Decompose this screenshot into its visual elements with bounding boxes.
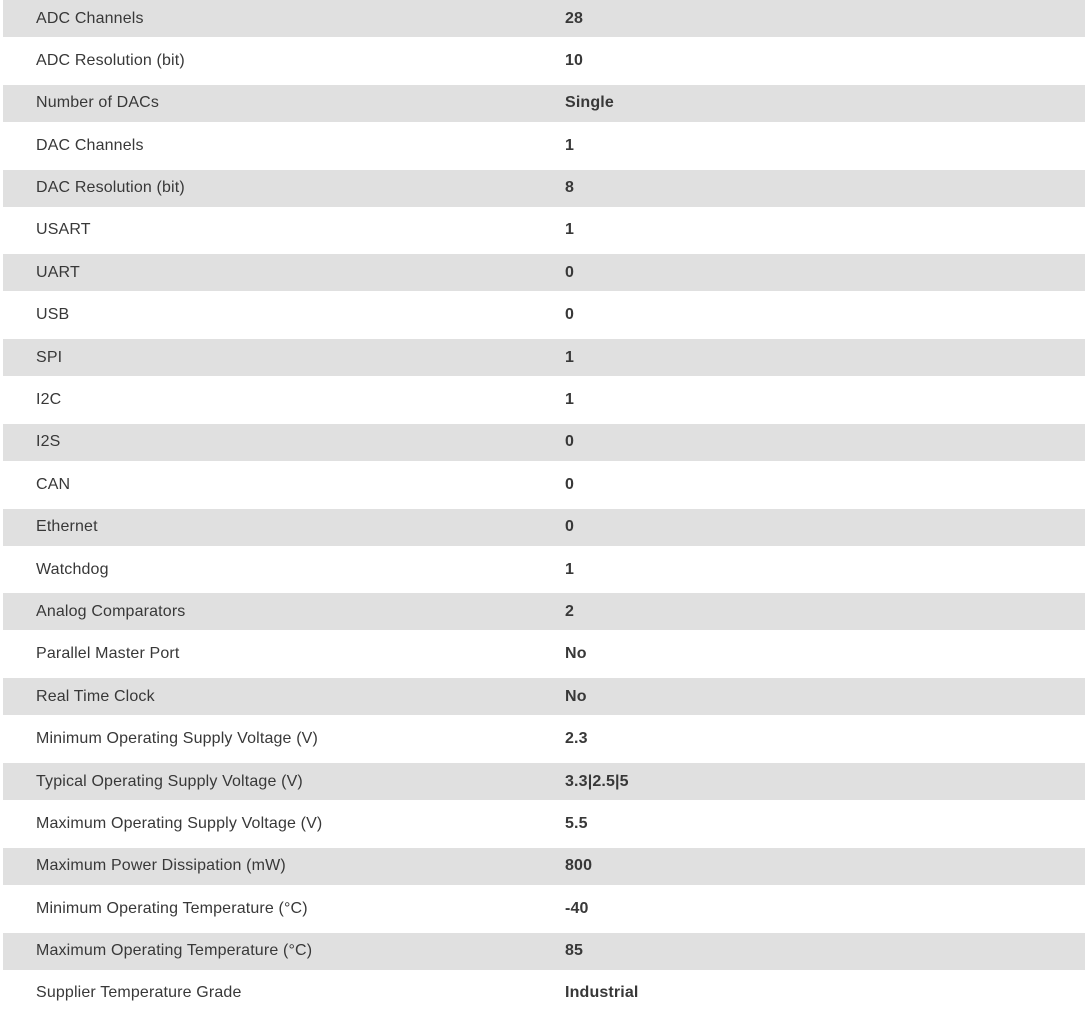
spec-value: 0 — [565, 475, 575, 493]
spec-label: CAN — [36, 475, 71, 493]
spec-value: 2.3 — [565, 730, 588, 748]
spec-label: Maximum Operating Supply Voltage (V) — [36, 814, 323, 832]
spec-label: DAC Resolution (bit) — [36, 179, 185, 197]
spec-label: I2C — [36, 391, 62, 409]
spec-row — [3, 85, 1085, 122]
spec-row — [3, 297, 1085, 334]
spec-row — [3, 805, 1085, 842]
spec-row — [3, 890, 1085, 927]
spec-row — [3, 593, 1085, 630]
spec-row — [3, 763, 1085, 800]
spec-label: Watchdog — [36, 560, 109, 578]
spec-value: 1 — [565, 560, 575, 578]
spec-label: Number of DACs — [36, 94, 160, 112]
spec-value: Industrial — [565, 984, 639, 1002]
spec-value: 3.3|2.5|5 — [565, 772, 629, 790]
spec-row — [3, 975, 1085, 1012]
spec-value: 0 — [565, 263, 575, 281]
spec-value: No — [565, 645, 587, 663]
spec-row — [3, 42, 1085, 79]
spec-row — [3, 0, 1085, 37]
spec-label: ADC Resolution (bit) — [36, 51, 185, 69]
spec-value: 0 — [565, 306, 575, 324]
spec-label: ADC Channels — [36, 9, 144, 27]
spec-label: UART — [36, 263, 80, 281]
spec-value: 85 — [565, 942, 584, 960]
spec-row — [3, 466, 1085, 503]
spec-row — [3, 170, 1085, 207]
spec-value: 800 — [565, 857, 593, 875]
spec-label: Typical Operating Supply Voltage (V) — [36, 772, 303, 790]
spec-value: Single — [565, 94, 614, 112]
spec-row — [3, 933, 1085, 970]
spec-value: 2 — [565, 602, 575, 620]
spec-value: 8 — [565, 179, 575, 197]
spec-label: Real Time Clock — [36, 687, 155, 705]
spec-row — [3, 848, 1085, 885]
spec-label: Supplier Temperature Grade — [36, 984, 242, 1002]
spec-row — [3, 509, 1085, 546]
spec-value: 1 — [565, 136, 575, 154]
spec-row — [3, 721, 1085, 758]
spec-value: 1 — [565, 391, 575, 409]
spec-value: 28 — [565, 9, 584, 27]
spec-label: Minimum Operating Temperature (°C) — [36, 899, 308, 917]
spec-label: Analog Comparators — [36, 602, 186, 620]
spec-row — [3, 382, 1085, 419]
spec-row — [3, 212, 1085, 249]
spec-label: USART — [36, 221, 91, 239]
spec-value: 5.5 — [565, 814, 588, 832]
spec-value: -40 — [565, 899, 589, 917]
spec-label: SPI — [36, 348, 63, 366]
spec-label: Parallel Master Port — [36, 645, 180, 663]
spec-row — [3, 127, 1085, 164]
spec-label: USB — [36, 306, 70, 324]
spec-row — [3, 339, 1085, 376]
spec-label: I2S — [36, 433, 61, 451]
spec-value: 1 — [565, 348, 575, 366]
spec-label: Maximum Operating Temperature (°C) — [36, 942, 313, 960]
spec-row — [3, 254, 1085, 291]
spec-value: No — [565, 687, 587, 705]
spec-value: 1 — [565, 221, 575, 239]
spec-value: 0 — [565, 433, 575, 451]
spec-row — [3, 551, 1085, 588]
spec-label: Maximum Power Dissipation (mW) — [36, 857, 286, 875]
spec-row — [3, 636, 1085, 673]
spec-value: 0 — [565, 518, 575, 536]
spec-label: Minimum Operating Supply Voltage (V) — [36, 730, 318, 748]
spec-label: DAC Channels — [36, 136, 144, 154]
spec-label: Ethernet — [36, 518, 98, 536]
spec-row — [3, 678, 1085, 715]
spec-value: 10 — [565, 51, 584, 69]
spec-row — [3, 424, 1085, 461]
